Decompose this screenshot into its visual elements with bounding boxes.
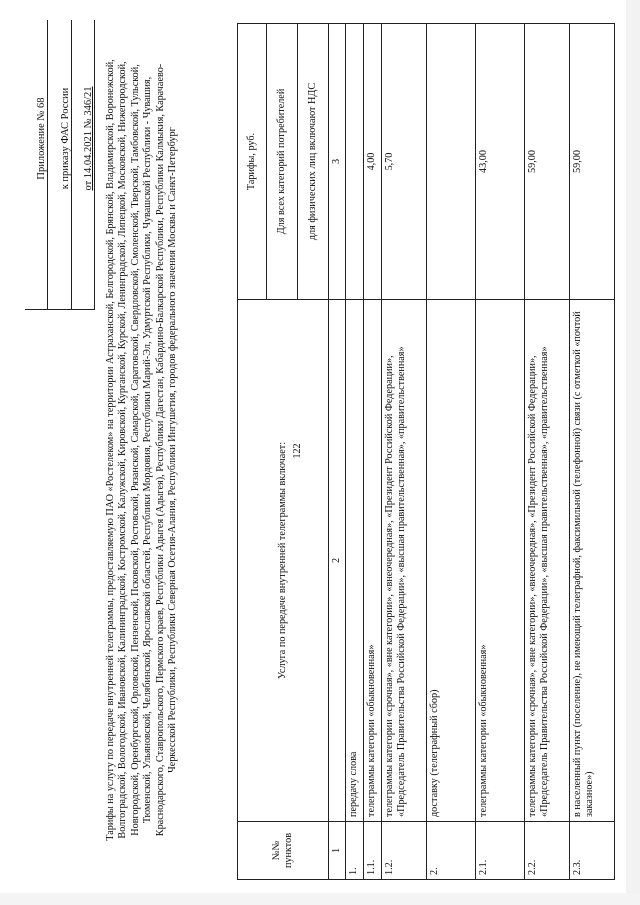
- row-number: 2.1.: [476, 822, 525, 880]
- row-tariff: [346, 24, 364, 300]
- table-row: [525, 24, 570, 880]
- table-row: [382, 24, 427, 880]
- row-service: в населенный пункт (поселение), не имеющий телеграфной, факсимильной (телефонной) связи (с отметкой «почтой заказное»): [570, 300, 615, 822]
- row-tariff: 4,00: [364, 24, 382, 300]
- table-row: [364, 24, 382, 880]
- header-tariffs: Тарифы, руб.: [238, 24, 267, 300]
- table-row: [346, 24, 364, 880]
- row-tariff: 59,00: [570, 24, 615, 300]
- row-number: 1.1.: [364, 822, 382, 880]
- row-service: телеграммы категории «срочная», «вне категории», «внеочередная», «Президент Российской Федерации», «Председатель Правительства Российской Федерации», «высшая правительственная», «правительственная»: [525, 300, 570, 822]
- table-row: [427, 24, 476, 880]
- header-vat-note: для физических лиц включают НДС: [298, 24, 329, 300]
- scan-edge-right: [626, 0, 640, 905]
- appendix-spacer: [48, 257, 71, 310]
- page-number: 122: [292, 443, 303, 459]
- row-tariff: [427, 24, 476, 300]
- header-all-consumers: Для всех категорий потребителей: [267, 24, 298, 300]
- row-service: телеграммы категории «обыкновенная»: [364, 300, 382, 822]
- row-tariff: 5,70: [382, 24, 427, 300]
- header-service: Услуга по передаче внутренней телеграммы включает:: [238, 300, 329, 822]
- row-service: телеграммы категории «срочная», «вне категории», «внеочередная», «Президент Российской Федерации», «Председатель Правительства Российской Федерации», «высшая правительственная», «правительственная»: [382, 300, 427, 822]
- row-number: 1.: [346, 822, 364, 880]
- appendix-spacer: [25, 257, 48, 310]
- row-service: доставку (телеграфный сбор): [427, 300, 476, 822]
- index-cell: 2: [329, 300, 346, 822]
- row-service: передачу слова: [346, 300, 364, 822]
- appendix-line-1: Приложение № 68: [25, 20, 48, 257]
- appendix-block: [25, 20, 95, 310]
- table-index-row: [329, 24, 346, 880]
- index-cell: 1: [329, 822, 346, 880]
- scan-edge-bottom: [0, 893, 640, 905]
- row-number: 2.3.: [570, 822, 615, 880]
- appendix-line-2: к приказу ФАС России: [48, 20, 71, 257]
- appendix-line-3: от 14.04.2021 № 346/21: [71, 20, 94, 257]
- row-number: 2.: [427, 822, 476, 880]
- index-cell: 3: [329, 24, 346, 300]
- table-header-row: [238, 24, 267, 880]
- row-service: телеграммы категории «обыкновенная»: [476, 300, 525, 822]
- rotated-document-page: [25, 20, 595, 880]
- row-number: 2.2.: [525, 822, 570, 880]
- header-number: №№ пунктов: [238, 822, 329, 880]
- row-tariff: 59,00: [525, 24, 570, 300]
- row-number: 1.2.: [382, 822, 427, 880]
- appendix-spacer: [71, 257, 94, 310]
- table-row: [476, 24, 525, 880]
- document-heading: Тарифы на услугу по передаче внутренней телеграммы, предоставляемую ПАО «Ростелеком» на территории Астраханской, Белгородской, Брянской, Владимирской, Воронежской, Волгоградской, Вологодской, Ивановской, Калининградской, Костромской, Калужской, Кировской, Курганской, Курской, Ленинградской, Липецкой, Московской, Нижегородской, Новгородской, Оренбургской, Орловской, Пензенской, Псковской, Ростовской, Рязанской, Самарской, Саратовской, Свердловской, Смоленской, Тверской, Тамбовской, Тульской, Тюменской, Ульяновской, Челябинской, Ярославской областей, Республики Мордовия, Республики Марий-Эл, Удмуртской Республики, Чувашской Республики - Чувашия, Краснодарского, Ставропольского, Пермского краев, Республики Адыгея (Адыгея), Республики Дагестан, Кабардино-Балкарской Республики, Республики Калмыкия, Карачаево-Черкесской Республики, Республики Северная Осетия-Алания, Республики Ингушетия, городов федерального значения Москвы и Санкт-Петербург: [105, 59, 179, 841]
- table-row: [570, 24, 615, 880]
- row-tariff: 43,00: [476, 24, 525, 300]
- tariffs-table: [237, 23, 615, 880]
